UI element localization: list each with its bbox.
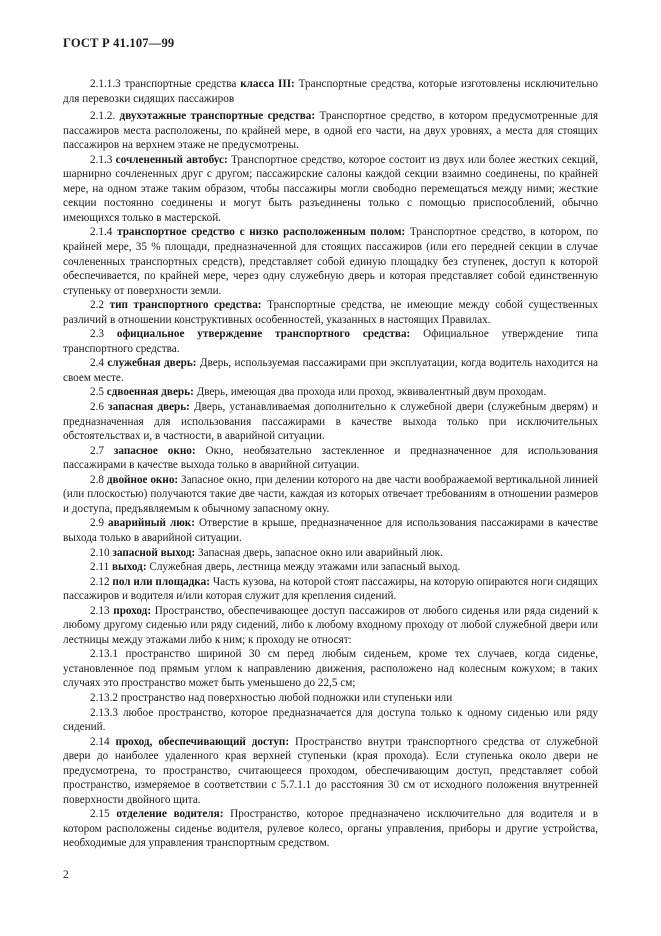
paragraph-text: Пространство, которое предназначено исключительно для водителя и в котором расположены сиденье водителя, рулевое колесо, органы управления, приборы и другие устройства, необходимые для управления транспортным средством. (63, 808, 598, 850)
term: проход, обеспечивающий доступ: (115, 735, 290, 748)
paragraph-text: Транспортное средство, в котором предусмотренные для пассажиров места расположены, по крайней мере, в одной его части, на двух уровнях, а места для стоящих пассажиров на верхнем этаже не предусмотрены. (63, 110, 598, 152)
paragraph (63, 109, 598, 153)
term: класса III: (240, 78, 295, 90)
clause-number: 2.7 (90, 444, 104, 457)
clause-number: 2.1.2. (90, 110, 116, 123)
clause-number: 2.5 (90, 386, 104, 399)
term: двойное окно: (106, 473, 179, 486)
paragraph (63, 225, 598, 298)
paragraph (63, 327, 598, 356)
clause-number: 2.1.1.3 (90, 78, 121, 90)
clause-number: 2.8 (90, 473, 104, 486)
paragraph-text: Дверь, имеющая два прохода или проход, эквивалентный двум проходам. (196, 386, 547, 399)
paragraph-text: Окно, необязательно застекленное и предназначенное для использования пассажирами в качестве выхода только в аварийной ситуации. (63, 444, 598, 472)
paragraph (63, 153, 598, 226)
clause-number: 2.11 (90, 561, 110, 574)
paragraph-text: пространство шириной 30 см перед любым сиденьем, кроме тех случаев, когда сиденье, установленное под прямым углом к направлению движения, расположено над колесным кожухом; в таких случаях это пространство может быть уменьшено до 22,5 см; (63, 648, 599, 690)
paragraph-text: Дверь, используемая пассажирами при эксплуатации, когда водитель находится на своем месте. (63, 357, 599, 384)
paragraph (63, 735, 598, 808)
paragraph (63, 560, 598, 575)
term: транспортное средство с низко расположенным полом: (117, 226, 406, 239)
paragraph-text: любое пространство, которое предназначается для доступа только к одному сиденью или ряду сидений. (63, 706, 598, 734)
paragraph (63, 298, 598, 327)
paragraph (63, 77, 598, 106)
paragraph-text: Транспортные средства, не имеющие между собой существенных различий в отношении конструктивных особенностей, указанных в настоящих Правилах. (63, 299, 599, 326)
paragraph-text: Официальное утверждение типа транспортного средства. (63, 328, 598, 355)
paragraph (63, 385, 598, 400)
term: аварийный люк: (108, 517, 195, 530)
paragraph-text: Транспортное средство, в котором, по крайней мере, 35 % площади, предназначенной для стоящих пассажиров (или его передней секции в случае сочлененных транспортных средств), представляет собой единую площадку без ступенек, доступ к которой обеспечивается, по крайней мере, через одну служебную дверь и которая представляет собой единственную ступеньку от поверхности земли. (63, 226, 599, 297)
paragraph (63, 473, 598, 517)
term: сдвоенная дверь: (106, 386, 194, 399)
term: двухэтажные транспортные средства: (119, 110, 316, 123)
paragraph-text: Транспортные средства, которые изготовлены исключительно для перевозки сидящих пассажиров (63, 78, 599, 105)
term: запасное окно: (113, 444, 196, 457)
paragraph-text: транспортные средства (124, 78, 237, 90)
clause-number: 2.14 (90, 735, 110, 748)
clause-number: 2.1.3 (90, 153, 113, 166)
clause-number: 2.13.1 (90, 648, 118, 661)
clause-number: 2.10 (90, 546, 110, 559)
paragraph (63, 647, 598, 691)
paragraph (63, 706, 598, 735)
paragraph-text: Отверстие в крыше, предназначенное для использования пассажирами в качестве выхода только в аварийной ситуации. (63, 517, 599, 544)
paragraph (63, 400, 598, 444)
paragraph-text: Служебная дверь, лестница между этажами или запасный выход. (149, 561, 461, 574)
term: запасной выход: (112, 546, 196, 559)
clause-number: 2.13 (90, 604, 110, 617)
paragraph-text: пространство над поверхностью любой подножки или ступеньки или (120, 691, 453, 704)
term: сочлененный автобус: (115, 153, 228, 166)
clause-number: 2.4 (90, 357, 104, 370)
paragraph-text: Запасная дверь, запасное окно или аварийный люк. (198, 546, 443, 559)
paragraph (63, 691, 598, 706)
paragraph (63, 807, 598, 851)
clause-number: 2.1.4 (90, 226, 113, 239)
clause-number: 2.9 (90, 517, 104, 530)
term: отделение водителя: (116, 808, 224, 821)
document-body (63, 77, 598, 851)
clause-number: 2.13.3 (90, 706, 118, 719)
clause-number: 2.12 (90, 575, 110, 588)
paragraph (63, 356, 598, 385)
term: запасная дверь: (108, 401, 190, 414)
term: выход: (111, 561, 147, 574)
paragraph-text: Пространство внутри транспортного средства от служебной двери до наиболее удаленного края верхней ступеньки (края прохода). Если ступенька около двери не предусмотрена, то пространство, считающееся проходом, обеспечивающим доступ, представляет собой пространство, измеряемое в соответствии с 5.7.1.1 до расстояния 30 см от исходного положения внутренней поверхности двойного щита. (63, 735, 599, 806)
paragraph (63, 444, 598, 473)
clause-number: 2.6 (90, 401, 104, 414)
term: пол или площадка: (112, 575, 210, 588)
paragraph-text: Транспортное средство, которое состоит из двух или более жестких секций, шарнирно сочлененных друг с другом; пассажирские салоны каждой секции взаимно соединены, по крайней мере, на одном этаже таким образом, чтобы пассажиры могли свободно перемещаться между ними; жесткие секции постоянно соединены и могут быть разъединены только с помощью приспособлений, обычно имеющихся только в мастерской. (63, 153, 598, 224)
paragraph (63, 516, 598, 545)
clause-number: 2.2 (90, 299, 104, 312)
page-number: 2 (63, 869, 69, 881)
paragraph-text: Часть кузова, на которой стоят пассажиры, на которую опираются ноги сидящих пассажиров и водителя и/или которая служит для крепления сидений. (63, 575, 599, 603)
document-header: ГОСТ Р 41.107—99 (63, 36, 175, 50)
term: официальное утверждение транспортного средства: (116, 328, 411, 341)
paragraph-text: Пространство, обеспечивающее доступ пассажиров от любого сиденья или ряда сидений к любому другому сиденью или ряду сидений, либо к любому входному проходу от любой служебной двери или лестницы между этажами либо к ним; к проходу не относят: (63, 604, 599, 646)
clause-number: 2.3 (90, 328, 104, 341)
paragraph-text: Дверь, устанавливаемая дополнительно к служебной двери (служебным дверям) и предназначенная для использования пассажирами в качестве выхода только при исключительных обстоятельствах и, в частности, в аварийной ситуации. (63, 401, 599, 443)
term: тип транспортного средства: (109, 299, 262, 312)
paragraph (63, 604, 598, 648)
paragraph (63, 546, 598, 561)
term: служебная дверь: (107, 357, 197, 370)
term: проход: (113, 604, 152, 617)
clause-number: 2.15 (90, 808, 110, 821)
paragraph-text: Запасное окно, при делении которого на две части воображаемой вертикальной линией (или плоскостью) получаются такие две части, каждая из которых отвечает требованиям в отношении размеров и доступа, предъявляемым к обычному запасному окну. (63, 473, 599, 515)
clause-number: 2.13.2 (90, 691, 118, 704)
paragraph (63, 575, 598, 604)
